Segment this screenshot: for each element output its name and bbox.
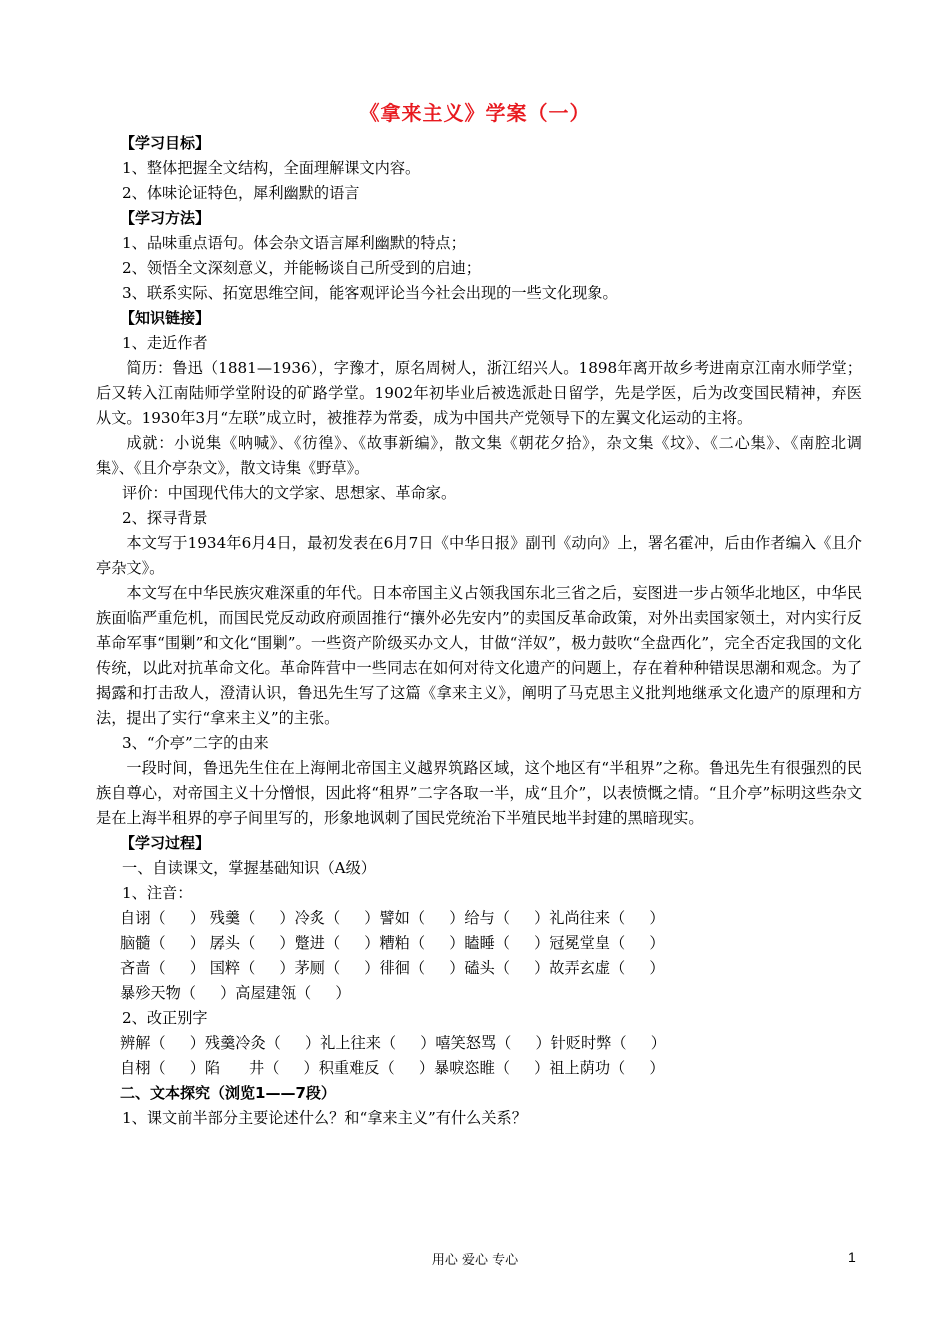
jieting-paragraph: 一段时间，鲁迅先生住在上海闸北帝国主义越界筑路区域，这个地区有“半租界”之称。鲁迅先生有很强烈的民族自尊心，对帝国主义十分憎恨，因此将“租界”二字各取一半，成“且介”，以表愤慨之情。“且介亭”标明这些杂文是在上海半租界的亭子间里写的，形象地讽刺了国民党统治下半殖民地半封建的黑暗现实。 [96, 759, 862, 827]
background-paragraph-2: 本文写在中华民族灾难深重的年代。日本帝国主义占领我国东北三省之后，妄图进一步占领华北地区，中华民族面临严重危机，而国民党反动政府顽固推行“攘外必先安内”的卖国反革命政策，对外出卖国家领土，对内实行反革命军事“围剿”和文化“围剿”。一些资产阶级买办文人，甘做“洋奴”，极力鼓吹“全盘西化”，完全否定我国的文化传统，以此对抗革命文化。革命阵营中一些同志在如何对待文化遗产的问题上，存在着种种错误思潮和观念。为了揭露和打击敌人，澄清认识，鲁迅先生写了这篇《拿来主义》，阐明了马克思主义批判地继承文化遗产的原理和方法，提出了实行“拿来主义”的主张。 [96, 584, 862, 727]
page-footer: 用心 爱心 专心 [431, 1253, 519, 1268]
goals-heading: 【学习目标】 [120, 134, 211, 152]
jieting-subheading: 3、“介亭”二字的由来 [122, 734, 269, 752]
pinyin-heading: 1、注音： [122, 884, 193, 902]
goal-item: 2、体味论证特色，犀利幽默的语言 [122, 184, 360, 202]
methods-heading: 【学习方法】 [120, 209, 211, 227]
question-1: 1、课文前半部分主要论述什么？和“拿来主义”有什么关系？ [122, 1109, 527, 1127]
method-item: 3、联系实际、拓宽思维空间，能客观评论当今社会出现的一些文化现象。 [122, 284, 618, 302]
author-bio-paragraph: 简历：鲁迅（1881—1936），字豫才，原名周树人，浙江绍兴人。1898年离开故乡考进南京江南水师学堂；后又转入江南陆师学堂附设的矿路学堂。1902年初毕业后被选派赴日留学，先是学医，后为改变国民精神，弃医从文。1930年3月“左联”成立时，被推荐为常委，成为中国共产党领导下的左翼文化运动的主将。 [96, 359, 862, 427]
typo-heading: 2、改正别字 [122, 1009, 208, 1027]
process-heading: 【学习过程】 [120, 834, 211, 852]
author-evaluation: 评价：中国现代伟大的文学家、思想家、革命家。 [122, 484, 457, 502]
typo-row: 自栩（ ）陷 井（ ）积重难反（ ）暴唳恣睢（ ）祖上荫功（ ） [120, 1059, 665, 1077]
method-item: 1、品味重点语句。体会杂文语言犀利幽默的特点； [122, 234, 466, 252]
background-subheading: 2、探寻背景 [122, 509, 208, 527]
author-subheading: 1、走近作者 [122, 334, 208, 352]
goal-item: 1、整体把握全文结构，全面理解课文内容。 [122, 159, 421, 177]
page-number: 1 [848, 1249, 856, 1265]
page-title: 《拿来主义》学案（一） [359, 101, 591, 125]
typo-row: 辨解（ ）残羹冷灸（ ）礼上往来（ ）嘻笑怒骂（ ）针贬时弊（ ） [120, 1034, 666, 1052]
method-item: 2、领悟全文深刻意义，并能畅谈自己所受到的启迪； [122, 259, 481, 277]
document-body [96, 131, 862, 1131]
author-achievement-paragraph: 成就：小说集《呐喊》、《彷徨》、《故事新编》，散文集《朝花夕拾》，杂文集《坟》、《二心集》、《南腔北调集》、《且介亭杂文》，散文诗集《野草》。 [96, 434, 862, 477]
links-heading: 【知识链接】 [120, 309, 211, 327]
step2-heading: 二、文本探究（浏览1——7段） [120, 1084, 336, 1102]
background-paragraph-1: 本文写于1934年6月4日，最初发表在6月7日《中华日报》副刊《动向》上，署名霍冲，后由作者编入《且介亭杂文》。 [96, 534, 862, 577]
pinyin-row: 脑髓（ ） 孱头（ ）蹩进（ ）糟粕（ ）瞌睡（ ）冠冕堂皇（ ） [120, 934, 665, 952]
pinyin-row: 暴殄天物（ ）高屋建瓴（ ） [120, 984, 351, 1002]
pinyin-row: 吝啬（ ） 国粹（ ）茅厕（ ）徘徊（ ）磕头（ ）故弄玄虚（ ） [120, 959, 665, 977]
pinyin-row: 自诩（ ） 残羹（ ）冷炙（ ）譬如（ ）给与（ ）礼尚往来（ ） [120, 909, 665, 927]
step1-heading: 一、自读课文，掌握基础知识（A级） [122, 859, 376, 877]
